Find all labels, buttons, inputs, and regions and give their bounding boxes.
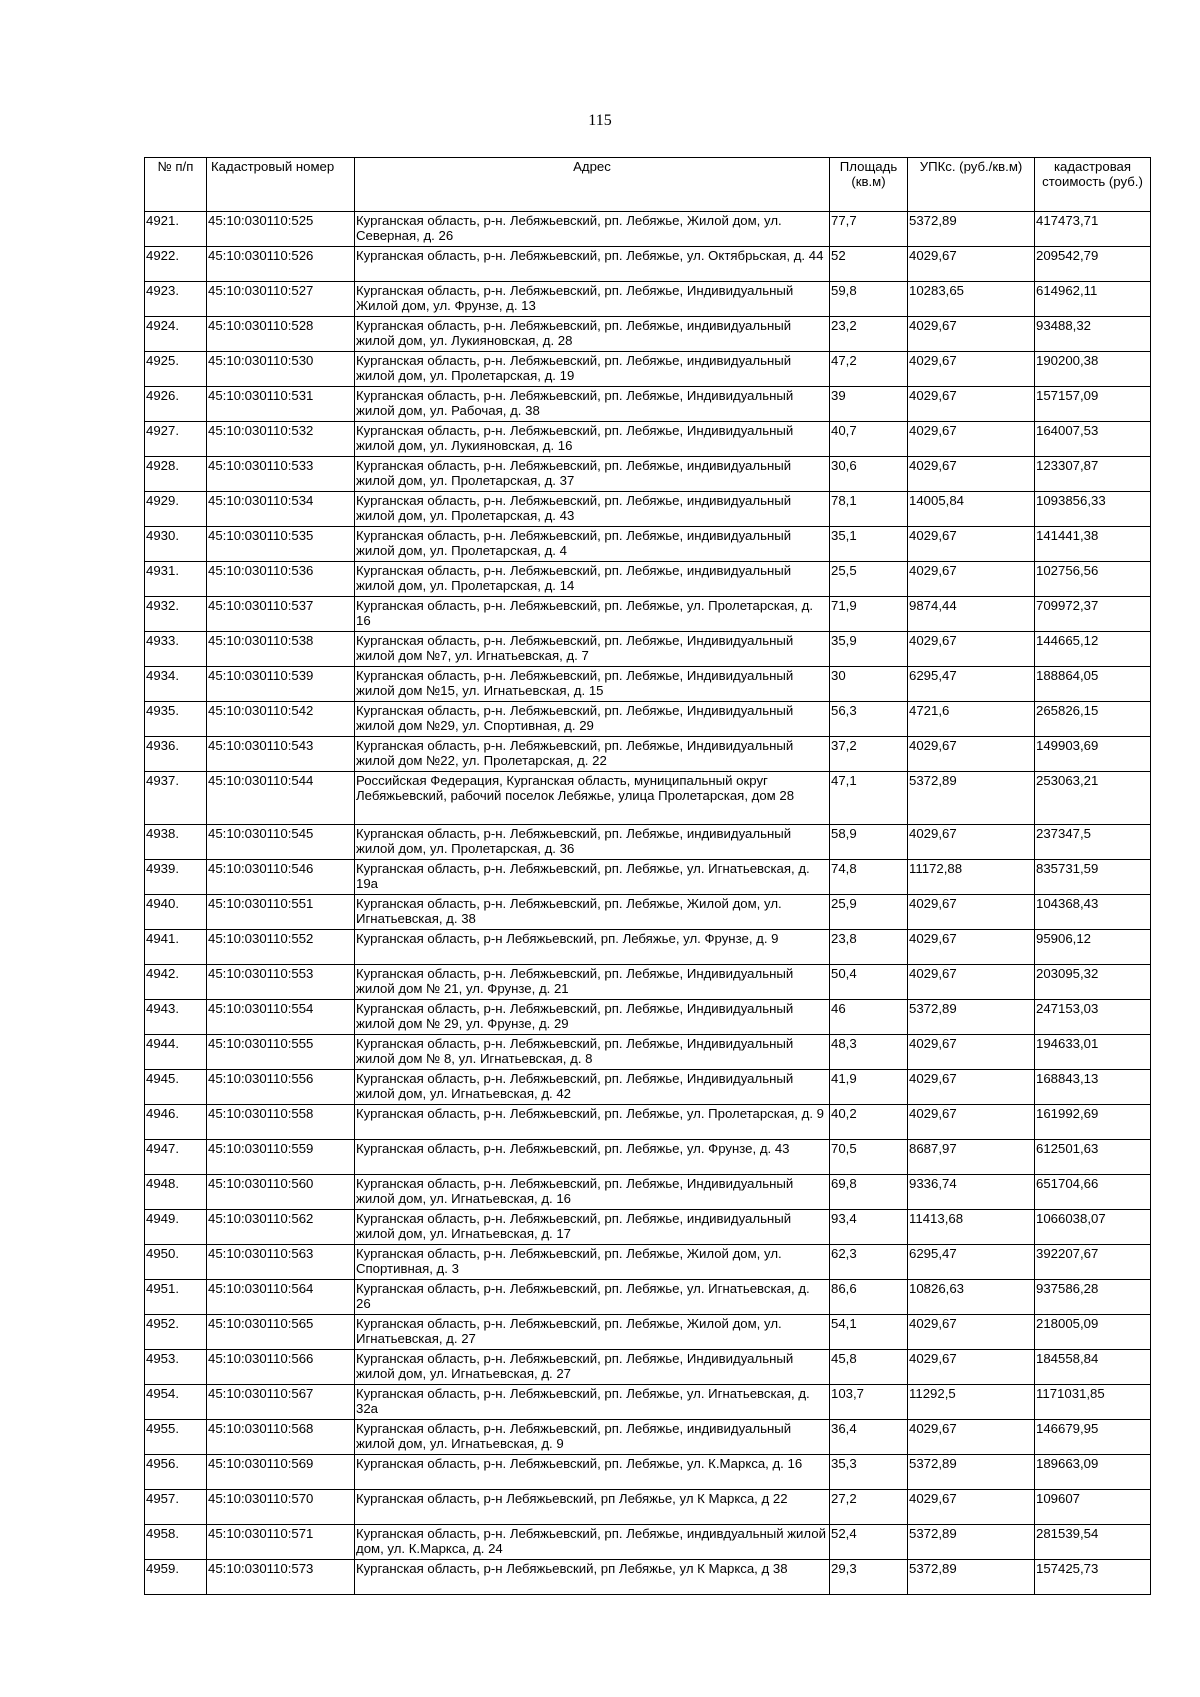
cell-area: 40,2 bbox=[830, 1105, 908, 1140]
cell-cadastral-value: 203095,32 bbox=[1035, 965, 1151, 1000]
table-row bbox=[145, 930, 1151, 965]
cell-cadastral-number: 45:10:030110:551 bbox=[207, 895, 355, 930]
cell-upks: 4029,67 bbox=[908, 527, 1035, 562]
table-row bbox=[145, 282, 1151, 317]
cell-upks: 4029,67 bbox=[908, 1105, 1035, 1140]
table-row bbox=[145, 457, 1151, 492]
cell-cadastral-number: 45:10:030110:564 bbox=[207, 1280, 355, 1315]
cell-area: 29,3 bbox=[830, 1560, 908, 1595]
cell-cadastral-value: 937586,28 bbox=[1035, 1280, 1151, 1315]
cell-upks: 4029,67 bbox=[908, 737, 1035, 772]
cell-upks: 4029,67 bbox=[908, 1315, 1035, 1350]
table-row bbox=[145, 1000, 1151, 1035]
cell-num: 4923. bbox=[145, 282, 207, 317]
cell-cadastral-value: 95906,12 bbox=[1035, 930, 1151, 965]
table-row bbox=[145, 317, 1151, 352]
table-row bbox=[145, 1140, 1151, 1175]
cell-upks: 9874,44 bbox=[908, 597, 1035, 632]
cell-upks: 6295,47 bbox=[908, 1245, 1035, 1280]
cell-address: Курганская область, р-н. Лебяжьевский, рп. Лебяжье, Индивидуальный жилой дом, ул. Игнатьевская, д. 42 bbox=[355, 1070, 830, 1105]
cell-cadastral-value: 612501,63 bbox=[1035, 1140, 1151, 1175]
cell-cadastral-number: 45:10:030110:546 bbox=[207, 860, 355, 895]
table-row bbox=[145, 562, 1151, 597]
table-row bbox=[145, 527, 1151, 562]
cell-address: Курганская область, р-н. Лебяжьевский, рп. Лебяжье, индивидуальный жилой дом, ул. Пролетарская, д. 43 bbox=[355, 492, 830, 527]
cell-num: 4959. bbox=[145, 1560, 207, 1595]
cell-cadastral-number: 45:10:030110:528 bbox=[207, 317, 355, 352]
table-row bbox=[145, 965, 1151, 1000]
table-row bbox=[145, 1105, 1151, 1140]
table-row bbox=[145, 1350, 1151, 1385]
cell-area: 103,7 bbox=[830, 1385, 908, 1420]
cell-cadastral-number: 45:10:030110:560 bbox=[207, 1175, 355, 1210]
cell-address: Курганская область, р-н. Лебяжьевский, рп. Лебяжье, Индивидуальный жилой дом №29, ул. Спортивная, д. 29 bbox=[355, 702, 830, 737]
cell-num: 4949. bbox=[145, 1210, 207, 1245]
cell-num: 4930. bbox=[145, 527, 207, 562]
cell-cadastral-value: 253063,21 bbox=[1035, 772, 1151, 825]
cell-cadastral-value: 614962,11 bbox=[1035, 282, 1151, 317]
cell-num: 4950. bbox=[145, 1245, 207, 1280]
table-row bbox=[145, 1070, 1151, 1105]
cell-area: 71,9 bbox=[830, 597, 908, 632]
cell-cadastral-number: 45:10:030110:554 bbox=[207, 1000, 355, 1035]
cell-cadastral-number: 45:10:030110:567 bbox=[207, 1385, 355, 1420]
cell-num: 4940. bbox=[145, 895, 207, 930]
cell-cadastral-value: 190200,38 bbox=[1035, 352, 1151, 387]
cell-upks: 4029,67 bbox=[908, 1490, 1035, 1525]
cell-address: Курганская область, р-н Лебяжьевский, рп Лебяжье, ул К Маркса, д 22 bbox=[355, 1490, 830, 1525]
cell-area: 86,6 bbox=[830, 1280, 908, 1315]
cell-cadastral-number: 45:10:030110:530 bbox=[207, 352, 355, 387]
table-row bbox=[145, 1560, 1151, 1595]
cell-cadastral-number: 45:10:030110:562 bbox=[207, 1210, 355, 1245]
cell-cadastral-value: 709972,37 bbox=[1035, 597, 1151, 632]
cell-cadastral-value: 1093856,33 bbox=[1035, 492, 1151, 527]
cell-cadastral-number: 45:10:030110:534 bbox=[207, 492, 355, 527]
cell-cadastral-number: 45:10:030110:526 bbox=[207, 247, 355, 282]
cell-address: Курганская область, р-н. Лебяжьевский, рп. Лебяжье, индивидуальный жилой дом, ул. Пролетарская, д. 4 bbox=[355, 527, 830, 562]
cell-address: Курганская область, р-н. Лебяжьевский, рп. Лебяжье, индивидуальный жилой дом, ул. Игнатьевская, д. 9 bbox=[355, 1420, 830, 1455]
cell-cadastral-value: 102756,56 bbox=[1035, 562, 1151, 597]
cell-cadastral-value: 168843,13 bbox=[1035, 1070, 1151, 1105]
cell-area: 59,8 bbox=[830, 282, 908, 317]
cell-area: 52 bbox=[830, 247, 908, 282]
cell-address: Курганская область, р-н. Лебяжьевский, рп. Лебяжье, индивдуальный жилой дом, ул. К.Маркса, д. 24 bbox=[355, 1525, 830, 1560]
cell-area: 58,9 bbox=[830, 825, 908, 860]
cell-cadastral-value: 237347,5 bbox=[1035, 825, 1151, 860]
cell-area: 35,3 bbox=[830, 1455, 908, 1490]
cell-address: Курганская область, р-н. Лебяжьевский, рп. Лебяжье, Жилой дом, ул. Северная, д. 26 bbox=[355, 212, 830, 247]
table-row bbox=[145, 825, 1151, 860]
cell-address: Курганская область, р-н. Лебяжьевский, рп. Лебяжье, Индивидуальный жилой дом, ул. Игнатьевская, д. 16 bbox=[355, 1175, 830, 1210]
cell-cadastral-value: 247153,03 bbox=[1035, 1000, 1151, 1035]
cell-address: Курганская область, р-н. Лебяжьевский, рп. Лебяжье, Индивидуальный жилой дом № 21, ул. Фрунзе, д. 21 bbox=[355, 965, 830, 1000]
cell-cadastral-number: 45:10:030110:525 bbox=[207, 212, 355, 247]
cell-upks: 11413,68 bbox=[908, 1210, 1035, 1245]
cell-cadastral-value: 149903,69 bbox=[1035, 737, 1151, 772]
cell-num: 4957. bbox=[145, 1490, 207, 1525]
cell-cadastral-value: 189663,09 bbox=[1035, 1455, 1151, 1490]
cell-cadastral-value: 651704,66 bbox=[1035, 1175, 1151, 1210]
table-row bbox=[145, 1245, 1151, 1280]
table-row bbox=[145, 1420, 1151, 1455]
cell-upks: 11292,5 bbox=[908, 1385, 1035, 1420]
cell-upks: 5372,89 bbox=[908, 1455, 1035, 1490]
cell-upks: 5372,89 bbox=[908, 212, 1035, 247]
cell-cadastral-number: 45:10:030110:531 bbox=[207, 387, 355, 422]
cell-cadastral-value: 218005,09 bbox=[1035, 1315, 1151, 1350]
table-row bbox=[145, 1455, 1151, 1490]
header-area: Площадь (кв.м) bbox=[830, 158, 908, 212]
table-row bbox=[145, 1175, 1151, 1210]
cell-address: Курганская область, р-н. Лебяжьевский, рп. Лебяжье, ул. Фрунзе, д. 43 bbox=[355, 1140, 830, 1175]
cell-cadastral-value: 109607 bbox=[1035, 1490, 1151, 1525]
cell-cadastral-value: 281539,54 bbox=[1035, 1525, 1151, 1560]
cell-area: 36,4 bbox=[830, 1420, 908, 1455]
cell-num: 4953. bbox=[145, 1350, 207, 1385]
cell-address: Курганская область, р-н Лебяжьевский, рп. Лебяжье, ул. Фрунзе, д. 9 bbox=[355, 930, 830, 965]
cell-cadastral-number: 45:10:030110:553 bbox=[207, 965, 355, 1000]
cell-area: 23,8 bbox=[830, 930, 908, 965]
table-row bbox=[145, 1525, 1151, 1560]
cell-cadastral-number: 45:10:030110:533 bbox=[207, 457, 355, 492]
cadastral-value-table bbox=[144, 157, 1151, 1595]
cell-area: 37,2 bbox=[830, 737, 908, 772]
cell-cadastral-number: 45:10:030110:535 bbox=[207, 527, 355, 562]
cell-num: 4921. bbox=[145, 212, 207, 247]
cell-cadastral-number: 45:10:030110:552 bbox=[207, 930, 355, 965]
table-row bbox=[145, 1210, 1151, 1245]
cell-area: 23,2 bbox=[830, 317, 908, 352]
cell-cadastral-value: 194633,01 bbox=[1035, 1035, 1151, 1070]
cell-area: 69,8 bbox=[830, 1175, 908, 1210]
cell-address: Курганская область, р-н. Лебяжьевский, рп. Лебяжье, ул. Игнатьевская, д. 19а bbox=[355, 860, 830, 895]
cell-num: 4922. bbox=[145, 247, 207, 282]
cell-cadastral-value: 209542,79 bbox=[1035, 247, 1151, 282]
cell-cadastral-number: 45:10:030110:570 bbox=[207, 1490, 355, 1525]
cell-num: 4929. bbox=[145, 492, 207, 527]
cell-area: 30 bbox=[830, 667, 908, 702]
cell-cadastral-value: 141441,38 bbox=[1035, 527, 1151, 562]
cell-cadastral-value: 123307,87 bbox=[1035, 457, 1151, 492]
header-cadastral-number: Кадастровый номер bbox=[207, 158, 355, 212]
cell-cadastral-value: 93488,32 bbox=[1035, 317, 1151, 352]
cell-cadastral-number: 45:10:030110:559 bbox=[207, 1140, 355, 1175]
cell-address: Курганская область, р-н. Лебяжьевский, рп. Лебяжье, Индивидуальный жилой дом № 29, ул. Фрунзе, д. 29 bbox=[355, 1000, 830, 1035]
cell-cadastral-number: 45:10:030110:571 bbox=[207, 1525, 355, 1560]
table-body bbox=[145, 212, 1151, 1595]
cell-num: 4936. bbox=[145, 737, 207, 772]
cell-upks: 4029,67 bbox=[908, 352, 1035, 387]
cell-upks: 4029,67 bbox=[908, 1420, 1035, 1455]
cell-area: 47,2 bbox=[830, 352, 908, 387]
cell-address: Курганская область, р-н Лебяжьевский, рп Лебяжье, ул К Маркса, д 38 bbox=[355, 1560, 830, 1595]
cell-upks: 4029,67 bbox=[908, 1035, 1035, 1070]
cell-num: 4952. bbox=[145, 1315, 207, 1350]
cell-address: Российская Федерация, Курганская область, муниципальный округ Лебяжьевский, рабочий поселок Лебяжье, улица Пролетарская, дом 28 bbox=[355, 772, 830, 825]
cell-num: 4931. bbox=[145, 562, 207, 597]
cell-address: Курганская область, р-н. Лебяжьевский, рп. Лебяжье, индивидуальный жилой дом, ул. Игнатьевская, д. 17 bbox=[355, 1210, 830, 1245]
cell-area: 50,4 bbox=[830, 965, 908, 1000]
cell-area: 25,5 bbox=[830, 562, 908, 597]
table-row bbox=[145, 212, 1151, 247]
cell-upks: 4721,6 bbox=[908, 702, 1035, 737]
cell-address: Курганская область, р-н. Лебяжьевский, рп. Лебяжье, ул. К.Маркса, д. 16 bbox=[355, 1455, 830, 1490]
cell-area: 35,1 bbox=[830, 527, 908, 562]
cell-area: 62,3 bbox=[830, 1245, 908, 1280]
cell-address: Курганская область, р-н. Лебяжьевский, рп. Лебяжье, Жилой дом, ул. Игнатьевская, д. 27 bbox=[355, 1315, 830, 1350]
cell-num: 4944. bbox=[145, 1035, 207, 1070]
cell-address: Курганская область, р-н. Лебяжьевский, рп. Лебяжье, индивидуальный жилой дом, ул. Лукияновская, д. 28 bbox=[355, 317, 830, 352]
cell-cadastral-value: 164007,53 bbox=[1035, 422, 1151, 457]
cell-address: Курганская область, р-н. Лебяжьевский, рп. Лебяжье, Индивидуальный Жилой дом, ул. Фрунзе, д. 13 bbox=[355, 282, 830, 317]
cell-address: Курганская область, р-н. Лебяжьевский, рп. Лебяжье, ул. Пролетарская, д. 9 bbox=[355, 1105, 830, 1140]
cell-upks: 5372,89 bbox=[908, 772, 1035, 825]
cell-cadastral-number: 45:10:030110:527 bbox=[207, 282, 355, 317]
table-row bbox=[145, 422, 1151, 457]
cell-address: Курганская область, р-н. Лебяжьевский, рп. Лебяжье, Жилой дом, ул. Спортивная, д. 3 bbox=[355, 1245, 830, 1280]
cell-cadastral-value: 835731,59 bbox=[1035, 860, 1151, 895]
cell-num: 4939. bbox=[145, 860, 207, 895]
table-row bbox=[145, 667, 1151, 702]
cell-upks: 4029,67 bbox=[908, 632, 1035, 667]
cell-cadastral-number: 45:10:030110:539 bbox=[207, 667, 355, 702]
cell-address: Курганская область, р-н. Лебяжьевский, рп. Лебяжье, ул. Октябрьская, д. 44 bbox=[355, 247, 830, 282]
table-row bbox=[145, 1385, 1151, 1420]
cell-num: 4925. bbox=[145, 352, 207, 387]
table-row bbox=[145, 247, 1151, 282]
table-row bbox=[145, 352, 1151, 387]
header-upks: УПКс. (руб./кв.м) bbox=[908, 158, 1035, 212]
cell-area: 45,8 bbox=[830, 1350, 908, 1385]
cell-cadastral-number: 45:10:030110:563 bbox=[207, 1245, 355, 1280]
cell-area: 25,9 bbox=[830, 895, 908, 930]
cell-upks: 5372,89 bbox=[908, 1525, 1035, 1560]
cell-cadastral-value: 161992,69 bbox=[1035, 1105, 1151, 1140]
table-row bbox=[145, 597, 1151, 632]
cell-cadastral-value: 392207,67 bbox=[1035, 1245, 1151, 1280]
cell-num: 4946. bbox=[145, 1105, 207, 1140]
cell-num: 4933. bbox=[145, 632, 207, 667]
cell-num: 4955. bbox=[145, 1420, 207, 1455]
cell-area: 70,5 bbox=[830, 1140, 908, 1175]
cell-cadastral-number: 45:10:030110:537 bbox=[207, 597, 355, 632]
header-num: № п/п bbox=[145, 158, 207, 212]
cell-cadastral-number: 45:10:030110:568 bbox=[207, 1420, 355, 1455]
cell-upks: 4029,67 bbox=[908, 457, 1035, 492]
table-row bbox=[145, 492, 1151, 527]
cell-address: Курганская область, р-н. Лебяжьевский, рп. Лебяжье, Индивидуальный жилой дом, ул. Лукияновская, д. 16 bbox=[355, 422, 830, 457]
cell-cadastral-number: 45:10:030110:569 bbox=[207, 1455, 355, 1490]
table-row bbox=[145, 1280, 1151, 1315]
table-header-row bbox=[145, 158, 1151, 212]
cell-cadastral-number: 45:10:030110:538 bbox=[207, 632, 355, 667]
cell-address: Курганская область, р-н. Лебяжьевский, рп. Лебяжье, индивидуальный жилой дом, ул. Пролетарская, д. 37 bbox=[355, 457, 830, 492]
table-row bbox=[145, 632, 1151, 667]
cell-area: 46 bbox=[830, 1000, 908, 1035]
cell-num: 4958. bbox=[145, 1525, 207, 1560]
cell-num: 4956. bbox=[145, 1455, 207, 1490]
cell-upks: 4029,67 bbox=[908, 825, 1035, 860]
cell-cadastral-value: 188864,05 bbox=[1035, 667, 1151, 702]
cell-cadastral-value: 157157,09 bbox=[1035, 387, 1151, 422]
cell-num: 4927. bbox=[145, 422, 207, 457]
cell-area: 35,9 bbox=[830, 632, 908, 667]
cell-address: Курганская область, р-н. Лебяжьевский, рп. Лебяжье, Индивидуальный жилой дом №7, ул. Игнатьевская, д. 7 bbox=[355, 632, 830, 667]
cell-upks: 10826,63 bbox=[908, 1280, 1035, 1315]
cell-num: 4941. bbox=[145, 930, 207, 965]
table-row bbox=[145, 387, 1151, 422]
cell-address: Курганская область, р-н. Лебяжьевский, рп. Лебяжье, ул. Пролетарская, д. 16 bbox=[355, 597, 830, 632]
cell-area: 77,7 bbox=[830, 212, 908, 247]
cell-area: 40,7 bbox=[830, 422, 908, 457]
table-row bbox=[145, 1315, 1151, 1350]
cell-area: 39 bbox=[830, 387, 908, 422]
cell-cadastral-number: 45:10:030110:532 bbox=[207, 422, 355, 457]
header-cadastral-value: кадастровая стоимость (руб.) bbox=[1035, 158, 1151, 212]
cell-area: 74,8 bbox=[830, 860, 908, 895]
cell-num: 4934. bbox=[145, 667, 207, 702]
cell-num: 4926. bbox=[145, 387, 207, 422]
cell-upks: 4029,67 bbox=[908, 965, 1035, 1000]
cell-cadastral-value: 104368,43 bbox=[1035, 895, 1151, 930]
cell-cadastral-number: 45:10:030110:573 bbox=[207, 1560, 355, 1595]
cell-num: 4924. bbox=[145, 317, 207, 352]
cell-area: 41,9 bbox=[830, 1070, 908, 1105]
cell-cadastral-number: 45:10:030110:545 bbox=[207, 825, 355, 860]
cell-cadastral-number: 45:10:030110:544 bbox=[207, 772, 355, 825]
cell-cadastral-value: 1171031,85 bbox=[1035, 1385, 1151, 1420]
cell-cadastral-number: 45:10:030110:543 bbox=[207, 737, 355, 772]
cell-cadastral-number: 45:10:030110:555 bbox=[207, 1035, 355, 1070]
cell-upks: 4029,67 bbox=[908, 387, 1035, 422]
cell-num: 4935. bbox=[145, 702, 207, 737]
cell-cadastral-value: 417473,71 bbox=[1035, 212, 1151, 247]
cell-cadastral-number: 45:10:030110:565 bbox=[207, 1315, 355, 1350]
cell-num: 4928. bbox=[145, 457, 207, 492]
table-row bbox=[145, 1490, 1151, 1525]
cell-num: 4943. bbox=[145, 1000, 207, 1035]
cell-upks: 4029,67 bbox=[908, 895, 1035, 930]
cell-address: Курганская область, р-н. Лебяжьевский, рп. Лебяжье, индивидуальный жилой дом, ул. Пролетарская, д. 36 bbox=[355, 825, 830, 860]
cell-address: Курганская область, р-н. Лебяжьевский, рп. Лебяжье, Жилой дом, ул. Игнатьевская, д. 38 bbox=[355, 895, 830, 930]
cell-address: Курганская область, р-н. Лебяжьевский, рп. Лебяжье, ул. Игнатьевская, д. 32а bbox=[355, 1385, 830, 1420]
header-address: Адрес bbox=[355, 158, 830, 212]
cell-num: 4942. bbox=[145, 965, 207, 1000]
cell-address: Курганская область, р-н. Лебяжьевский, рп. Лебяжье, индивидуальный жилой дом, ул. Пролетарская, д. 19 bbox=[355, 352, 830, 387]
cell-upks: 9336,74 bbox=[908, 1175, 1035, 1210]
cell-cadastral-value: 144665,12 bbox=[1035, 632, 1151, 667]
cell-upks: 8687,97 bbox=[908, 1140, 1035, 1175]
cell-area: 27,2 bbox=[830, 1490, 908, 1525]
cell-address: Курганская область, р-н. Лебяжьевский, рп. Лебяжье, Индивидуальный жилой дом №15, ул. Игнатьевская, д. 15 bbox=[355, 667, 830, 702]
cell-upks: 5372,89 bbox=[908, 1000, 1035, 1035]
cell-cadastral-value: 265826,15 bbox=[1035, 702, 1151, 737]
cell-upks: 4029,67 bbox=[908, 1070, 1035, 1105]
cell-upks: 10283,65 bbox=[908, 282, 1035, 317]
cell-area: 56,3 bbox=[830, 702, 908, 737]
cell-cadastral-number: 45:10:030110:556 bbox=[207, 1070, 355, 1105]
cell-address: Курганская область, р-н. Лебяжьевский, рп. Лебяжье, Индивидуальный жилой дом, ул. Игнатьевская, д. 27 bbox=[355, 1350, 830, 1385]
cell-area: 54,1 bbox=[830, 1315, 908, 1350]
table-row bbox=[145, 860, 1151, 895]
cell-upks: 14005,84 bbox=[908, 492, 1035, 527]
cell-area: 93,4 bbox=[830, 1210, 908, 1245]
cell-upks: 11172,88 bbox=[908, 860, 1035, 895]
cell-address: Курганская область, р-н. Лебяжьевский, рп. Лебяжье, Индивидуальный жилой дом №22, ул. Пролетарская, д. 22 bbox=[355, 737, 830, 772]
table-row bbox=[145, 895, 1151, 930]
cell-cadastral-number: 45:10:030110:558 bbox=[207, 1105, 355, 1140]
cell-area: 47,1 bbox=[830, 772, 908, 825]
table-row bbox=[145, 737, 1151, 772]
cell-area: 78,1 bbox=[830, 492, 908, 527]
cell-upks: 5372,89 bbox=[908, 1560, 1035, 1595]
page-number: 115 bbox=[588, 112, 612, 129]
cell-address: Курганская область, р-н. Лебяжьевский, рп. Лебяжье, ул. Игнатьевская, д. 26 bbox=[355, 1280, 830, 1315]
cell-upks: 4029,67 bbox=[908, 1350, 1035, 1385]
cell-upks: 4029,67 bbox=[908, 930, 1035, 965]
cell-num: 4932. bbox=[145, 597, 207, 632]
cell-num: 4954. bbox=[145, 1385, 207, 1420]
cell-num: 4945. bbox=[145, 1070, 207, 1105]
cell-num: 4947. bbox=[145, 1140, 207, 1175]
cell-num: 4937. bbox=[145, 772, 207, 825]
cell-area: 30,6 bbox=[830, 457, 908, 492]
cell-num: 4951. bbox=[145, 1280, 207, 1315]
cell-address: Курганская область, р-н. Лебяжьевский, рп. Лебяжье, Индивидуальный жилой дом, ул. Рабочая, д. 38 bbox=[355, 387, 830, 422]
cell-upks: 4029,67 bbox=[908, 317, 1035, 352]
cell-cadastral-value: 146679,95 bbox=[1035, 1420, 1151, 1455]
cell-area: 52,4 bbox=[830, 1525, 908, 1560]
table-row bbox=[145, 772, 1151, 825]
cell-cadastral-number: 45:10:030110:542 bbox=[207, 702, 355, 737]
cell-cadastral-value: 184558,84 bbox=[1035, 1350, 1151, 1385]
table-row bbox=[145, 702, 1151, 737]
cell-cadastral-value: 157425,73 bbox=[1035, 1560, 1151, 1595]
cell-upks: 6295,47 bbox=[908, 667, 1035, 702]
cell-address: Курганская область, р-н. Лебяжьевский, рп. Лебяжье, индивидуальный жилой дом, ул. Пролетарская, д. 14 bbox=[355, 562, 830, 597]
cell-upks: 4029,67 bbox=[908, 422, 1035, 457]
cell-num: 4938. bbox=[145, 825, 207, 860]
cell-num: 4948. bbox=[145, 1175, 207, 1210]
cell-address: Курганская область, р-н. Лебяжьевский, рп. Лебяжье, Индивидуальный жилой дом № 8, ул. Игнатьевская, д. 8 bbox=[355, 1035, 830, 1070]
cell-upks: 4029,67 bbox=[908, 562, 1035, 597]
cell-cadastral-number: 45:10:030110:566 bbox=[207, 1350, 355, 1385]
table-row bbox=[145, 1035, 1151, 1070]
cell-upks: 4029,67 bbox=[908, 247, 1035, 282]
cell-cadastral-number: 45:10:030110:536 bbox=[207, 562, 355, 597]
cell-cadastral-value: 1066038,07 bbox=[1035, 1210, 1151, 1245]
cell-area: 48,3 bbox=[830, 1035, 908, 1070]
